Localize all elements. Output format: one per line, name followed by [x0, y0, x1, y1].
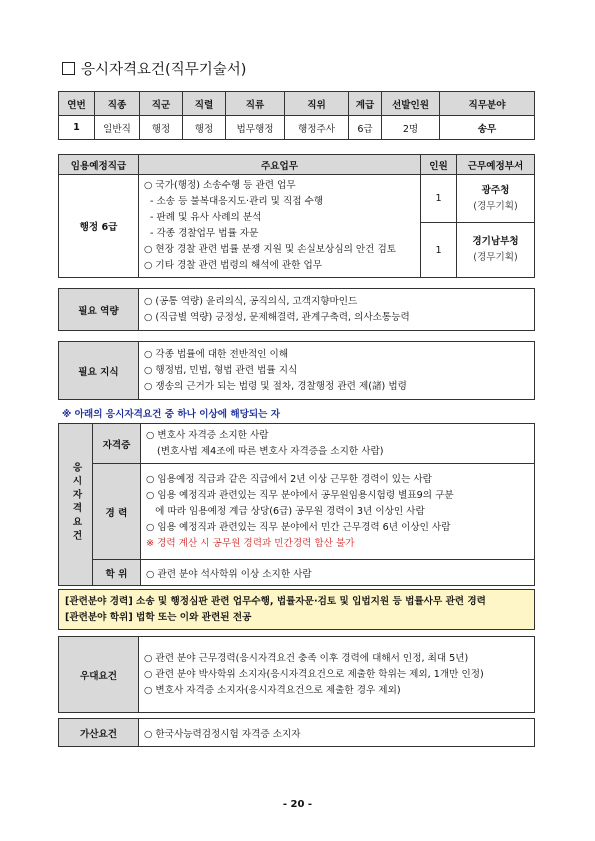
- dept-cell: [457, 175, 535, 223]
- qualification-side-text: 응시자격요건: [70, 462, 82, 544]
- dept-sub: (경무기획): [473, 200, 518, 212]
- preferred-line: ○ 관련 분야 근무경력(응시자격요건 충족 이후 경력에 대해서 인정, 최대 5년): [144, 652, 469, 664]
- qualification-side-label: [59, 424, 93, 586]
- competency-line: ○ (공통 역량) 윤리의식, 공직의식, 고객지향마인드: [144, 295, 358, 307]
- preferred-line: ○ 변호사 자격증 소지자(응시자격요건으로 제출한 경우 제외): [144, 684, 401, 696]
- degree-label: 학 위: [93, 560, 141, 586]
- data-cell: 6급: [349, 116, 382, 140]
- data-cell: 행정: [140, 116, 183, 140]
- header-cell: 직류: [226, 92, 285, 116]
- qualification-table: [58, 423, 535, 586]
- header-cell: 직렬: [183, 92, 226, 116]
- header-cell: 임용예정직급: [59, 155, 139, 175]
- position-table: [58, 91, 535, 140]
- bonus-row: [59, 719, 535, 747]
- preferred-line: ○ 관련 분야 박사학위 소지자(응시자격요건으로 제출한 학위는 제외, 1개만 인정): [144, 668, 484, 680]
- preferred-label: 우대요건: [59, 637, 139, 713]
- duties-row: [59, 175, 535, 223]
- competency-line: ○ (직급별 역량) 긍정성, 문제해결력, 관계구축력, 의사소통능력: [144, 311, 410, 323]
- header-cell: 근무예정부서: [457, 155, 535, 175]
- position-data-row: [59, 116, 535, 140]
- data-cell: 행정: [183, 116, 226, 140]
- header-cell: 직종: [95, 92, 140, 116]
- cert-row: [59, 424, 535, 464]
- experience-row: [59, 464, 535, 560]
- bonus-cell: ○ 한국사능력검정시험 자격증 소지자: [139, 719, 535, 747]
- knowledge-line: ○ 쟁송의 근거가 되는 법령 및 절차, 경찰행정 관련 제(諸) 법령: [144, 380, 407, 392]
- dept-name: 경기남부청: [472, 236, 519, 248]
- preferred-cell: [139, 637, 535, 713]
- grade-cell: 행정 6급: [59, 175, 139, 278]
- competency-label: 필요 역량: [59, 289, 139, 331]
- duty-line: ○ 현장 경찰 관련 법률 분쟁 지원 및 손실보상심의 안건 검토: [144, 244, 397, 255]
- count-cell: 1: [421, 223, 457, 278]
- knowledge-label: 필요 지식: [59, 342, 139, 400]
- header-cell: 주요업무: [139, 155, 421, 175]
- duty-line: - 각종 경찰업무 법률 자문: [150, 228, 259, 239]
- experience-line: 에 따라 임용예정 계급 상당(6급) 공무원 경력이 3년 이상인 사람: [146, 505, 425, 517]
- bonus-table: [58, 718, 535, 747]
- preferred-table: [58, 636, 535, 713]
- knowledge-cell: [139, 342, 535, 400]
- header-cell: 직군: [140, 92, 183, 116]
- header-cell: 직위: [285, 92, 349, 116]
- competency-table: [58, 288, 535, 331]
- page-number: - 20 -: [282, 799, 313, 810]
- degree-cell: ○ 관련 분야 석사학위 이상 소지한 사람: [141, 560, 535, 586]
- experience-note: ※ 경력 계산 시 공무원 경력과 민간경력 합산 불가: [146, 537, 355, 549]
- competency-cell: [139, 289, 535, 331]
- preferred-row: [59, 637, 535, 713]
- duties-table: [58, 154, 535, 278]
- header-cell: 계급: [349, 92, 382, 116]
- dept-sub: (경무기획): [473, 252, 518, 264]
- header-cell: 선발인원: [382, 92, 440, 116]
- duty-line: - 소송 등 불복대응지도·관리 및 직접 수행: [150, 196, 324, 207]
- cert-cell: [141, 424, 535, 464]
- cert-line: ○ 변호사 자격증 소지한 사람: [146, 429, 269, 441]
- section-title-text: 응시자격요건(직무기술서): [81, 62, 247, 78]
- header-cell: 직무분야: [440, 92, 535, 116]
- experience-line: ○ 임용 예정직과 관련있는 직무 분야에서 민간 근무경력 6년 이상인 사람: [146, 521, 451, 533]
- data-cell: 2명: [382, 116, 440, 140]
- data-cell: 일반직: [95, 116, 140, 140]
- knowledge-row: [59, 342, 535, 400]
- position-header-row: [59, 92, 535, 116]
- degree-row: [59, 560, 535, 586]
- data-cell: 송무: [440, 116, 535, 140]
- data-cell: 1: [59, 116, 95, 140]
- header-cell: 인원: [421, 155, 457, 175]
- qualification-note: ※ 아래의 응시자격요건 중 하나 이상에 해당되는 자: [62, 409, 281, 420]
- duties-header-row: [59, 155, 535, 175]
- related-degree: [관련분야 학위] 법학 또는 이와 관련된 전공: [65, 611, 252, 623]
- checkbox-icon: [62, 62, 75, 75]
- bonus-label: 가산요건: [59, 719, 139, 747]
- knowledge-line: ○ 행정법, 민법, 형법 관련 법률 지식: [144, 364, 298, 376]
- competency-row: [59, 289, 535, 331]
- duties-cell: [139, 175, 421, 278]
- duty-line: ○ 기타 경찰 관련 법령의 해석에 관한 업무: [144, 260, 322, 271]
- related-field-table: [58, 589, 535, 630]
- duty-line: - 판례 및 유사 사례의 분석: [150, 212, 262, 223]
- experience-label: 경 력: [93, 464, 141, 560]
- knowledge-line: ○ 각종 법률에 대한 전반적인 이해: [144, 348, 289, 360]
- dept-cell: [457, 223, 535, 278]
- cert-line: (변호사법 제4조에 따른 변호사 자격증을 소지한 사람): [157, 445, 384, 457]
- cert-label: 자격증: [93, 424, 141, 464]
- duty-line: ○ 국가(행정) 소송수행 등 관련 업무: [144, 180, 296, 191]
- dept-name: 광주청: [481, 184, 510, 196]
- experience-cell: [141, 464, 535, 560]
- experience-line: ○ 임용 예정직과 관련있는 직무 분야에서 공무원임용시험령 별표9의 구분: [146, 489, 454, 501]
- section-title: [62, 58, 246, 79]
- count-cell: 1: [421, 175, 457, 223]
- data-cell: 행정주사: [285, 116, 349, 140]
- related-cell: [59, 590, 535, 630]
- experience-line: ○ 임용예정 직급과 같은 직급에서 2년 이상 근무한 경력이 있는 사람: [146, 473, 432, 485]
- header-cell: 연번: [59, 92, 95, 116]
- data-cell: 법무행정: [226, 116, 285, 140]
- knowledge-table: [58, 341, 535, 400]
- related-career: [관련분야 경력] 소송 및 행정심판 관련 업무수행, 법률자문·검토 및 입법지원 등 법률사무 관련 경력: [65, 595, 486, 607]
- related-row: [59, 590, 535, 630]
